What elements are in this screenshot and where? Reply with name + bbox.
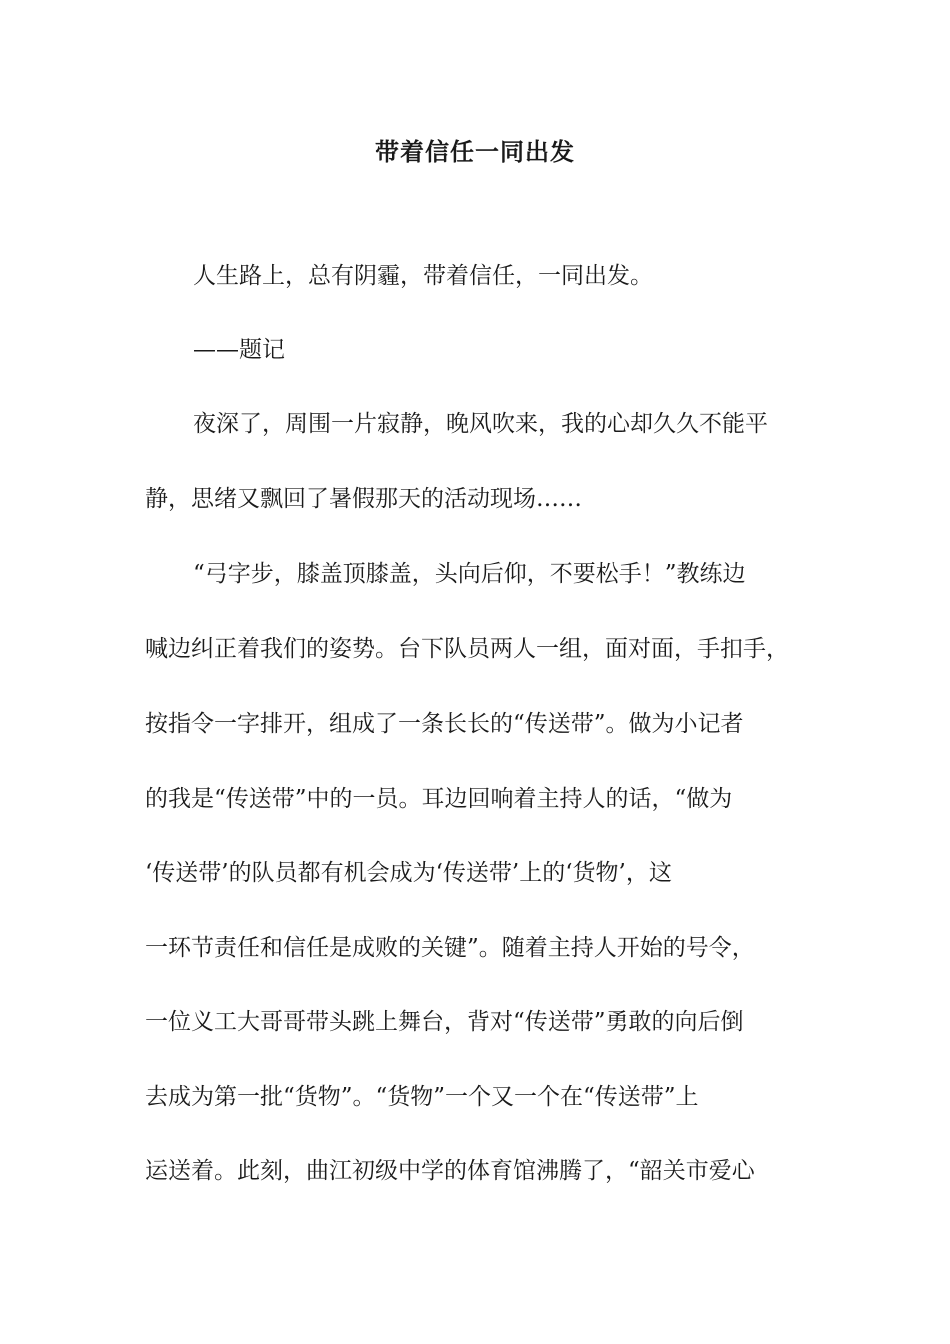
body-line: “弓字步，膝盖顶膝盖，头向后仰，不要松手！”教练边 <box>193 561 746 587</box>
epigraph: 人生路上，总有阴霾，带着信任，一同出发。 <box>193 263 653 289</box>
body-line: 一环节责任和信任是成败的关键”。随着主持人开始的号令， <box>145 935 755 961</box>
body-line: 的我是“传送带”中的一员。耳边回响着主持人的话，“做为 <box>145 786 733 812</box>
document-title: 带着信任一同出发 <box>375 137 575 166</box>
epigraph-attribution: ——题记 <box>193 337 285 363</box>
body-line: 喊边纠正着我们的姿势。台下队员两人一组，面对面，手扣手， <box>145 636 789 662</box>
body-line: 一位义工大哥哥带头跳上舞台，背对“传送带”勇敢的向后倒 <box>145 1009 744 1035</box>
body-line: 静，思绪又飘回了暑假那天的活动现场…… <box>145 486 582 512</box>
body-line: 运送着。此刻，曲江初级中学的体育馆沸腾了，“韶关市爱心 <box>145 1158 755 1184</box>
body-line: 去成为第一批“货物”。“货物”一个又一个在“传送带”上 <box>145 1084 699 1110</box>
body-line: ‘传送带’的队员都有机会成为‘传送带’上的‘货物’，这 <box>145 860 672 886</box>
body-line: 按指令一字排开，组成了一条长长的“传送带”。做为小记者 <box>145 711 744 737</box>
body-line: 夜深了，周围一片寂静，晚风吹来，我的心却久久不能平 <box>193 411 768 437</box>
